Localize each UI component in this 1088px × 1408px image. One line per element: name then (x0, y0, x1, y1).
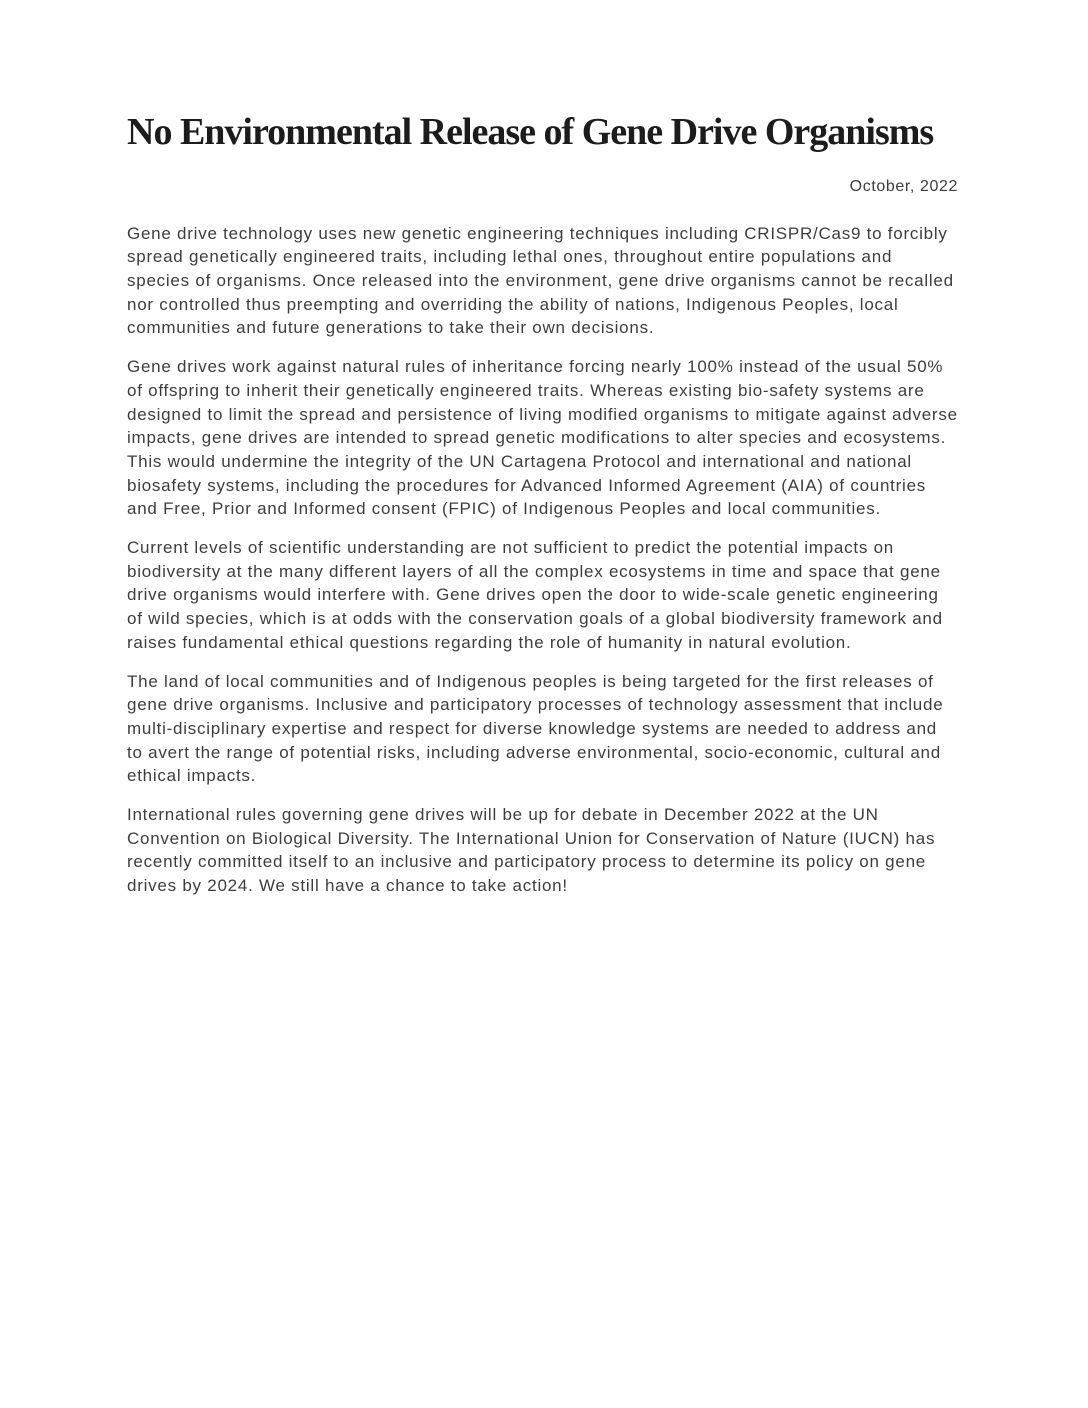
document-date: October, 2022 (849, 177, 958, 195)
paragraph-intro: Gene drive technology uses new genetic engineering techniques including CRISPR/Cas9 to forcibly spread genetically engineered traits, including lethal ones, throughout entire populations and species of organisms. Once released into the environment, gene drive organisms cannot be recalled nor controlled thus preempting and overriding the ability of nations, Indigenous Peoples, local communities and future generations to take their own decisions. (127, 223, 954, 338)
paragraph-international-rules: International rules governing gene drives will be up for debate in December 2022 at the UN Convention on Biological Diversity. The International Union for Conservation of Nature (IUCN) has recently committed itself to an inclusive and participatory process to determine its policy on gene drives by 2024. We still have a chance to take action! (127, 805, 936, 896)
paragraph-inheritance: Gene drives work against natural rules of inheritance forcing nearly 100% instead of the usual 50% of offspring to inherit their genetically engineered traits. Whereas existing bio-safety systems are designed to limit the spread and persistence of living modified organisms to mitigate against adverse impacts, gene drives are intended to spread genetic modifications to alter species and ecosystems. This would undermine the integrity of the UN Cartagena Protocol and international and national biosafety systems, including the procedures for Advanced Informed Agreement (AIA) of countries and Free, Prior and Informed consent (FPIC) of Indigenous Peoples and local communities. (127, 357, 958, 519)
document-body (127, 222, 958, 898)
paragraph-local-communities: The land of local communities and of Indigenous peoples is being targeted for the first releases of gene drive organisms. Inclusive and participatory processes of technology assessment that include multi-disciplinary expertise and respect for diverse knowledge systems are needed to address and to avert the range of potential risks, including adverse environmental, socio-economic, cultural and ethical impacts. (127, 671, 944, 786)
paragraph-scientific-understanding: Current levels of scientific understanding are not sufficient to predict the potential impacts on biodiversity at the many different layers of all the complex ecosystems in time and space that gene drive organisms would interfere with. Gene drives open the door to wide-scale genetic engineering of wild species, which is at odds with the conservation goals of a global biodiversity framework and raises fundamental ethical questions regarding the role of humanity in natural evolution. (127, 538, 943, 652)
document-title: No Environmental Release of Gene Drive Organisms (127, 111, 934, 153)
